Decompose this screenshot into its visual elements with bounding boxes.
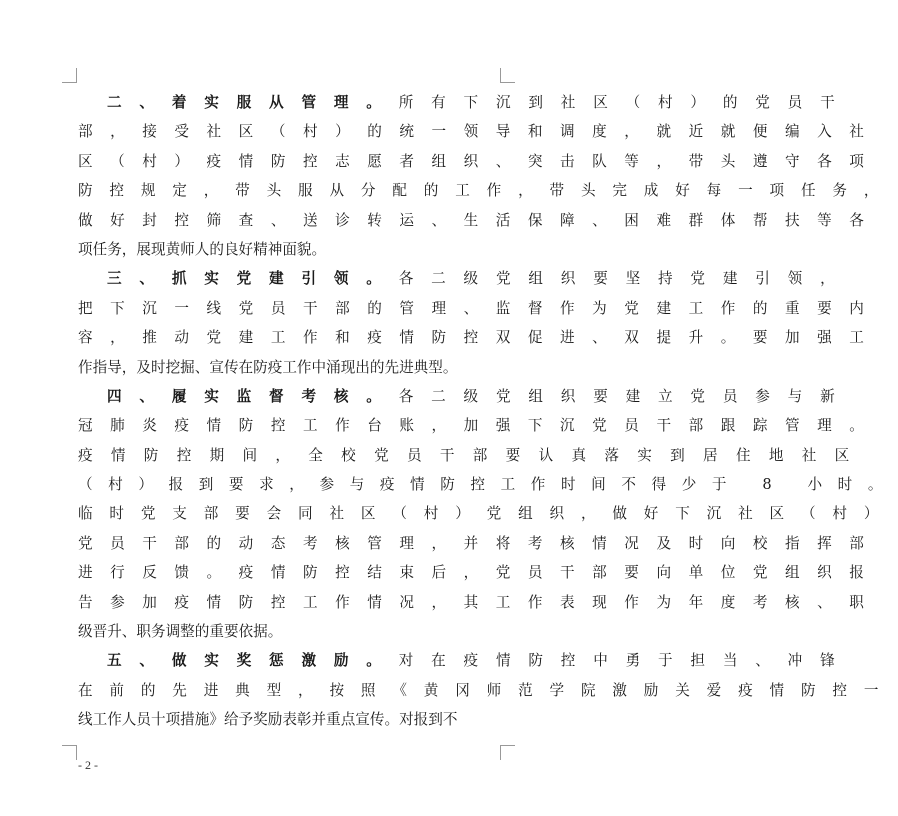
text-line (78, 147, 882, 176)
page-number: - 2 - (78, 758, 98, 772)
text-line (78, 117, 882, 146)
paragraph-p4 (78, 382, 898, 647)
text-line (78, 499, 896, 528)
text-line (78, 235, 499, 264)
line-text: 项任务，展现黄师人的良好精神面貌。 (78, 240, 327, 258)
paragraph-heading: 五、做实奖惩激励。 (107, 652, 399, 670)
line-text: 冠肺炎疫情防控工作台账，加强下沉党员干部跟踪管理。 (78, 417, 882, 435)
line-text: 做好封控筛查、送诊转运、生活保障、困难群体帮扶等各 (78, 211, 882, 229)
line-text: 各二级党组织要坚持党建引领， (398, 270, 853, 288)
paragraph-p5 (78, 646, 896, 734)
line-text: 容，推动党建工作和疫情防控双促进、双提升。要加强工 (78, 329, 882, 347)
paragraph-p2 (78, 88, 896, 264)
line-text: 级晋升、职务调整的重要依据。 (78, 623, 283, 641)
text-line (78, 588, 882, 617)
text-line (78, 294, 882, 323)
text-line (78, 382, 853, 411)
document-body (78, 88, 898, 735)
text-line (78, 705, 499, 734)
paragraph-p3 (78, 264, 882, 382)
line-text: 线工作人员十项措施》给予奖励表彰并重点宣传。对报到不 (78, 711, 458, 729)
paragraph-heading: 三、抓实党建引领。 (107, 270, 399, 288)
line-text: 党员干部的动态考核管理，并将考核情况及时向校指挥部 (78, 534, 882, 552)
line-text: 防控规定，带头服从分配的工作，带头完成好每一项任务， (78, 182, 896, 200)
line-text: 疫情防控期间，全校党员干部要认真落实到居住地社区 (78, 446, 868, 464)
margin-corner-mark-top-left (62, 68, 77, 83)
text-line (78, 617, 499, 646)
text-line (78, 676, 896, 705)
margin-corner-mark-bottom-left (62, 745, 77, 760)
text-line (78, 558, 882, 587)
text-line (78, 411, 882, 440)
margin-corner-mark-bottom-right (500, 745, 515, 760)
text-line (78, 206, 882, 235)
text-line (78, 353, 499, 382)
text-line (78, 441, 868, 470)
text-line (78, 264, 853, 293)
line-text: 把下沉一线党员干部的管理、监督作为党建工作的重要内 (78, 299, 882, 317)
paragraph-heading: 二、着实服从管理。 (107, 94, 399, 111)
text-line (78, 529, 882, 558)
line-text: 告参加疫情防控工作情况，其工作表现作为年度考核、职 (78, 593, 882, 611)
line-text: 作指导，及时挖掘、宣传在防疫工作中涌现出的先进典型。 (78, 358, 458, 376)
text-line (78, 646, 853, 675)
text-line (78, 323, 882, 352)
margin-corner-mark-top-right (500, 68, 515, 83)
line-text: （村）报到要求，参与疫情防控工作时间不得少于 8 小时。 (78, 476, 898, 494)
line-text: 临时党支部要会同社区（村）党组织，做好下沉社区（村） (78, 505, 896, 523)
line-text: 对在疫情防控中勇于担当、冲锋 (398, 652, 853, 670)
text-line (78, 88, 853, 117)
paragraph-heading: 四、履实监督考核。 (107, 387, 399, 405)
line-text: 在前的先进典型，按照《黄冈师范学院激励关爱疫情防控一 (78, 681, 896, 699)
text-line (78, 470, 898, 499)
line-text: 进行反馈。疫情防控结束后，党员干部要向单位党组织报 (78, 564, 882, 582)
text-line (78, 176, 896, 205)
line-text: 各二级党组织要建立党员参与新 (398, 387, 853, 405)
line-text: 区（村）疫情防控志愿者组织、突击队等，带头遵守各项 (78, 152, 882, 170)
line-text: 所有下沉到社区（村）的党员干 (398, 94, 853, 111)
line-text: 部，接受社区（村）的统一领导和调度，就近就便编入社 (78, 123, 882, 141)
